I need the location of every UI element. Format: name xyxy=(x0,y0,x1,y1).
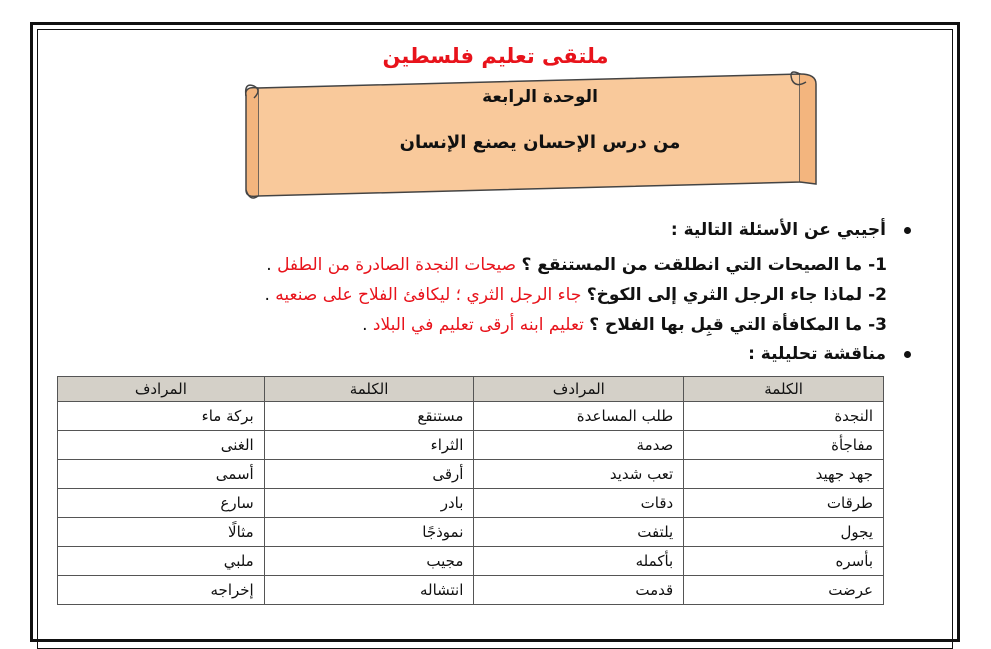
table-cell: مفاجأة xyxy=(684,431,884,460)
table-cell: عرضت xyxy=(684,576,884,605)
table-row xyxy=(58,489,884,518)
answer-text: صيحات النجدة الصادرة من الطفل xyxy=(277,255,517,275)
table-cell: الثراء xyxy=(264,431,474,460)
lesson-title: من درس الإحسان يصنع الإنسان xyxy=(399,132,681,153)
table-cell: طرقات xyxy=(684,489,884,518)
questions-section xyxy=(151,220,911,340)
table-cell: بادر xyxy=(264,489,474,518)
table-cell: يجول xyxy=(684,518,884,547)
question-item xyxy=(151,280,911,310)
table-cell: إخراجه xyxy=(58,576,265,605)
table-cell: قدمت xyxy=(474,576,684,605)
answer-text: تعليم ابنه أرقى تعليم في البلاد xyxy=(372,315,584,335)
site-title: ملتقى تعليم فلسطين xyxy=(382,44,609,68)
vocabulary-table xyxy=(57,376,884,605)
table-cell: الغنى xyxy=(58,431,265,460)
table-cell: صدمة xyxy=(474,431,684,460)
table-cell: مستنقع xyxy=(264,402,474,431)
unit-title: الوحدة الرابعة xyxy=(482,87,598,107)
table-row xyxy=(58,431,884,460)
table-cell: مجيب xyxy=(264,547,474,576)
table-cell: سارع xyxy=(58,489,265,518)
analysis-heading-line xyxy=(151,344,911,364)
table-cell: دقات xyxy=(474,489,684,518)
table-cell: أرقى xyxy=(264,460,474,489)
table-cell: جهد جهيد xyxy=(684,460,884,489)
bullet-icon xyxy=(904,351,911,358)
title-scroll-banner xyxy=(240,60,820,204)
questions-heading: أجيبي عن الأسئلة التالية : xyxy=(670,220,886,240)
table-row xyxy=(58,547,884,576)
question-text: 1- ما الصيحات التي انطلقت من المستنقع ؟ xyxy=(521,255,887,275)
answer-end: . xyxy=(264,285,270,305)
table-row xyxy=(58,576,884,605)
answer-end: . xyxy=(266,255,272,275)
answer-text: جاء الرجل الثري ؛ ليكافئ الفلاح على صنعيه xyxy=(275,285,582,305)
table-cell: طلب المساعدة xyxy=(474,402,684,431)
table-cell: انتشاله xyxy=(264,576,474,605)
table-cell: تعب شديد xyxy=(474,460,684,489)
table-cell: النجدة xyxy=(684,402,884,431)
table-cell: بأسره xyxy=(684,547,884,576)
bullet-icon xyxy=(904,227,911,234)
question-item xyxy=(151,250,911,280)
table-cell: بأكمله xyxy=(474,547,684,576)
table-cell: أسمى xyxy=(58,460,265,489)
table-row xyxy=(58,518,884,547)
table-header-row xyxy=(58,377,884,402)
column-header: الكلمة xyxy=(684,377,884,402)
questions-heading-line xyxy=(151,220,911,250)
table-cell: ملبي xyxy=(58,547,265,576)
question-text: 2- لماذا جاء الرجل الثري إلى الكوخ؟ xyxy=(586,285,887,305)
table-cell: يلتفت xyxy=(474,518,684,547)
table-cell: نموذجًا xyxy=(264,518,474,547)
table-cell: مثالًا xyxy=(58,518,265,547)
table-cell: بركة ماء xyxy=(58,402,265,431)
table-row xyxy=(58,460,884,489)
answer-end: . xyxy=(362,315,368,335)
analysis-heading: مناقشة تحليلية : xyxy=(748,344,886,364)
question-item xyxy=(151,310,911,340)
question-text: 3- ما المكافأة التي قبِل بها الفلاح ؟ xyxy=(589,315,887,335)
column-header: المرادف xyxy=(58,377,265,402)
table-row xyxy=(58,402,884,431)
column-header: المرادف xyxy=(474,377,684,402)
column-header: الكلمة xyxy=(264,377,474,402)
